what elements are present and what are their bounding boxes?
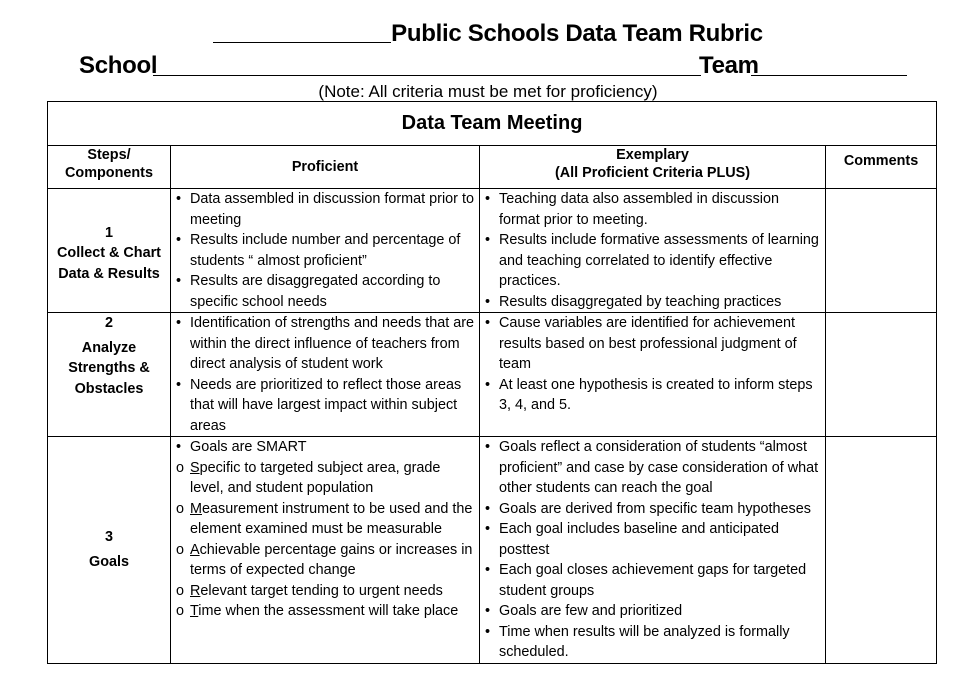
step-1-name: Collect & Chart Data & Results <box>57 245 161 282</box>
criterion-text: Identification of strengths and needs that are within the direct influence of teachers from direct analysis of student work <box>190 315 475 372</box>
smart-letter: M <box>190 500 202 517</box>
smart-item-m: o Measurement instrument to be used and the element examined must be measurable <box>176 500 473 537</box>
list-item: • Results disaggregated by teaching practices <box>485 293 782 310</box>
step-2-comments <box>826 313 937 437</box>
step-3-name: Goals <box>89 553 129 570</box>
team-label: Team <box>699 52 759 79</box>
list-item: • Needs are prioritized to reflect those areas that will have largest impact within subject areas <box>176 376 462 434</box>
list-item: • Results are disaggregated according to specific school needs <box>176 273 441 310</box>
header-steps-label: Steps/ Components <box>65 147 153 181</box>
rubric-row-3 <box>48 437 937 664</box>
step-1-number: 1 <box>104 224 113 241</box>
criterion-text: Goals reflect a consideration of students “almost proficient” and case by case consideration of what other students can reach the goal <box>499 439 819 496</box>
list-item: • Time when results will be analyzed is formally scheduled. <box>485 623 790 660</box>
list-item: • Each goal includes baseline and anticipated posttest <box>485 521 780 558</box>
list-item: • Cause variables are identified for achievement results based on best professional judgment of team <box>485 315 797 372</box>
list-item: • Results include number and percentage of students “ almost proficient” <box>176 232 461 269</box>
criterion-text: Data assembled in discussion format prior to meeting <box>190 191 474 228</box>
criterion-text: Cause variables are identified for achievement results based on best professional judgment of team <box>499 315 797 372</box>
criterion-text: Goals are SMART <box>190 439 307 455</box>
smart-item-t: o Time when the assessment will take place <box>176 603 459 619</box>
criterion-text: Results are disaggregated according to specific school needs <box>190 273 441 310</box>
rubric-table <box>47 101 937 664</box>
criterion-text: Each goal closes achievement gaps for targeted student groups <box>499 562 807 599</box>
list-item: • Goals are derived from specific team hypotheses <box>485 500 811 517</box>
smart-item-a: o Achievable percentage gains or increases in terms of expected change <box>176 541 473 578</box>
criterion-text: Goals are derived from specific team hypotheses <box>499 500 811 517</box>
smart-letter: S <box>190 459 200 476</box>
criterion-text: Teaching data also assembled in discussion format prior to meeting. <box>499 191 779 228</box>
header-proficient: Proficient <box>171 146 480 189</box>
criterion-text: chievable percentage gains or increases in terms of expected change <box>190 541 473 578</box>
step-3-comments <box>826 437 937 664</box>
header-exemplary-sub: (All Proficient Criteria PLUS) <box>554 165 751 181</box>
criterion-text: easurement instrument to be used and the element examined must be measurable <box>190 500 473 537</box>
smart-letter: R <box>190 582 201 599</box>
criterion-text: Each goal includes baseline and anticipated posttest <box>499 521 780 558</box>
list-item: • Goals reflect a consideration of students “almost proficient” and case by case consideration of what other students can reach the goal <box>485 439 819 496</box>
step-1-exemplary <box>480 189 826 313</box>
team-blank-line <box>751 75 907 76</box>
document-title <box>0 20 976 48</box>
header-exemplary-label: Exemplary <box>616 147 689 163</box>
school-label: School <box>79 52 158 79</box>
criterion-text: pecific to targeted subject area, grade level, and student population <box>190 459 441 496</box>
list-item: • Teaching data also assembled in discussion format prior to meeting. <box>485 191 779 228</box>
rubric-row-1 <box>48 189 937 313</box>
school-team-line <box>79 52 909 80</box>
step-2-name: Analyze Strengths & Obstacles <box>68 339 150 397</box>
criterion-text: ime when the assessment will take place <box>198 603 459 619</box>
criterion-text: Results disaggregated by teaching practices <box>499 293 782 310</box>
step-3-number: 3 <box>104 529 113 546</box>
step-2 <box>48 313 171 437</box>
list-item: • Results include formative assessments of learning and teaching correlated to identify effective practices. <box>485 232 819 289</box>
criterion-text: Results include number and percentage of students “ almost proficient” <box>190 232 461 269</box>
step-3-proficient <box>171 437 480 664</box>
criterion-text: Goals are few and prioritized <box>499 603 683 619</box>
list-item: • At least one hypothesis is created to inform steps 3, 4, and 5. <box>485 376 813 413</box>
list-item: • Goals are SMART <box>176 439 307 455</box>
title-text: Public Schools Data Team Rubric <box>391 20 763 47</box>
header-exemplary <box>480 146 826 189</box>
smart-letter: A <box>190 541 200 558</box>
smart-item-r: o Relevant target tending to urgent needs <box>176 582 443 599</box>
title-blank-line <box>213 20 391 43</box>
list-item: • Identification of strengths and needs that are within the direct influence of teachers from direct analysis of student work <box>176 315 475 372</box>
criterion-text: elevant target tending to urgent needs <box>200 582 443 599</box>
section-title: Data Team Meeting <box>48 102 937 146</box>
proficiency-note: (Note: All criteria must be met for proficiency) <box>318 82 658 101</box>
step-3 <box>48 437 171 664</box>
step-1-comments <box>826 189 937 313</box>
criterion-text: Needs are prioritized to reflect those areas that will have largest impact within subject areas <box>190 376 462 434</box>
step-2-number: 2 <box>104 315 113 331</box>
rubric-row-2 <box>48 313 937 437</box>
step-2-exemplary <box>480 313 826 437</box>
list-item: • Each goal closes achievement gaps for targeted student groups <box>485 562 807 599</box>
school-blank-line <box>153 75 701 76</box>
criterion-text: At least one hypothesis is created to inform steps 3, 4, and 5. <box>499 376 813 413</box>
step-2-proficient <box>171 313 480 437</box>
header-steps <box>48 146 171 189</box>
smart-letter: T <box>190 603 199 619</box>
list-item: • Goals are few and prioritized <box>485 603 683 619</box>
list-item: • Data assembled in discussion format prior to meeting <box>176 191 474 228</box>
smart-item-s: o Specific to targeted subject area, grade level, and student population <box>176 459 441 496</box>
step-1-proficient <box>171 189 480 313</box>
step-1 <box>48 189 171 313</box>
header-comments: Comments <box>826 146 937 189</box>
criterion-text: Results include formative assessments of learning and teaching correlated to identify effective practices. <box>499 232 819 289</box>
step-3-exemplary <box>480 437 826 664</box>
criterion-text: Time when results will be analyzed is formally scheduled. <box>499 623 790 660</box>
